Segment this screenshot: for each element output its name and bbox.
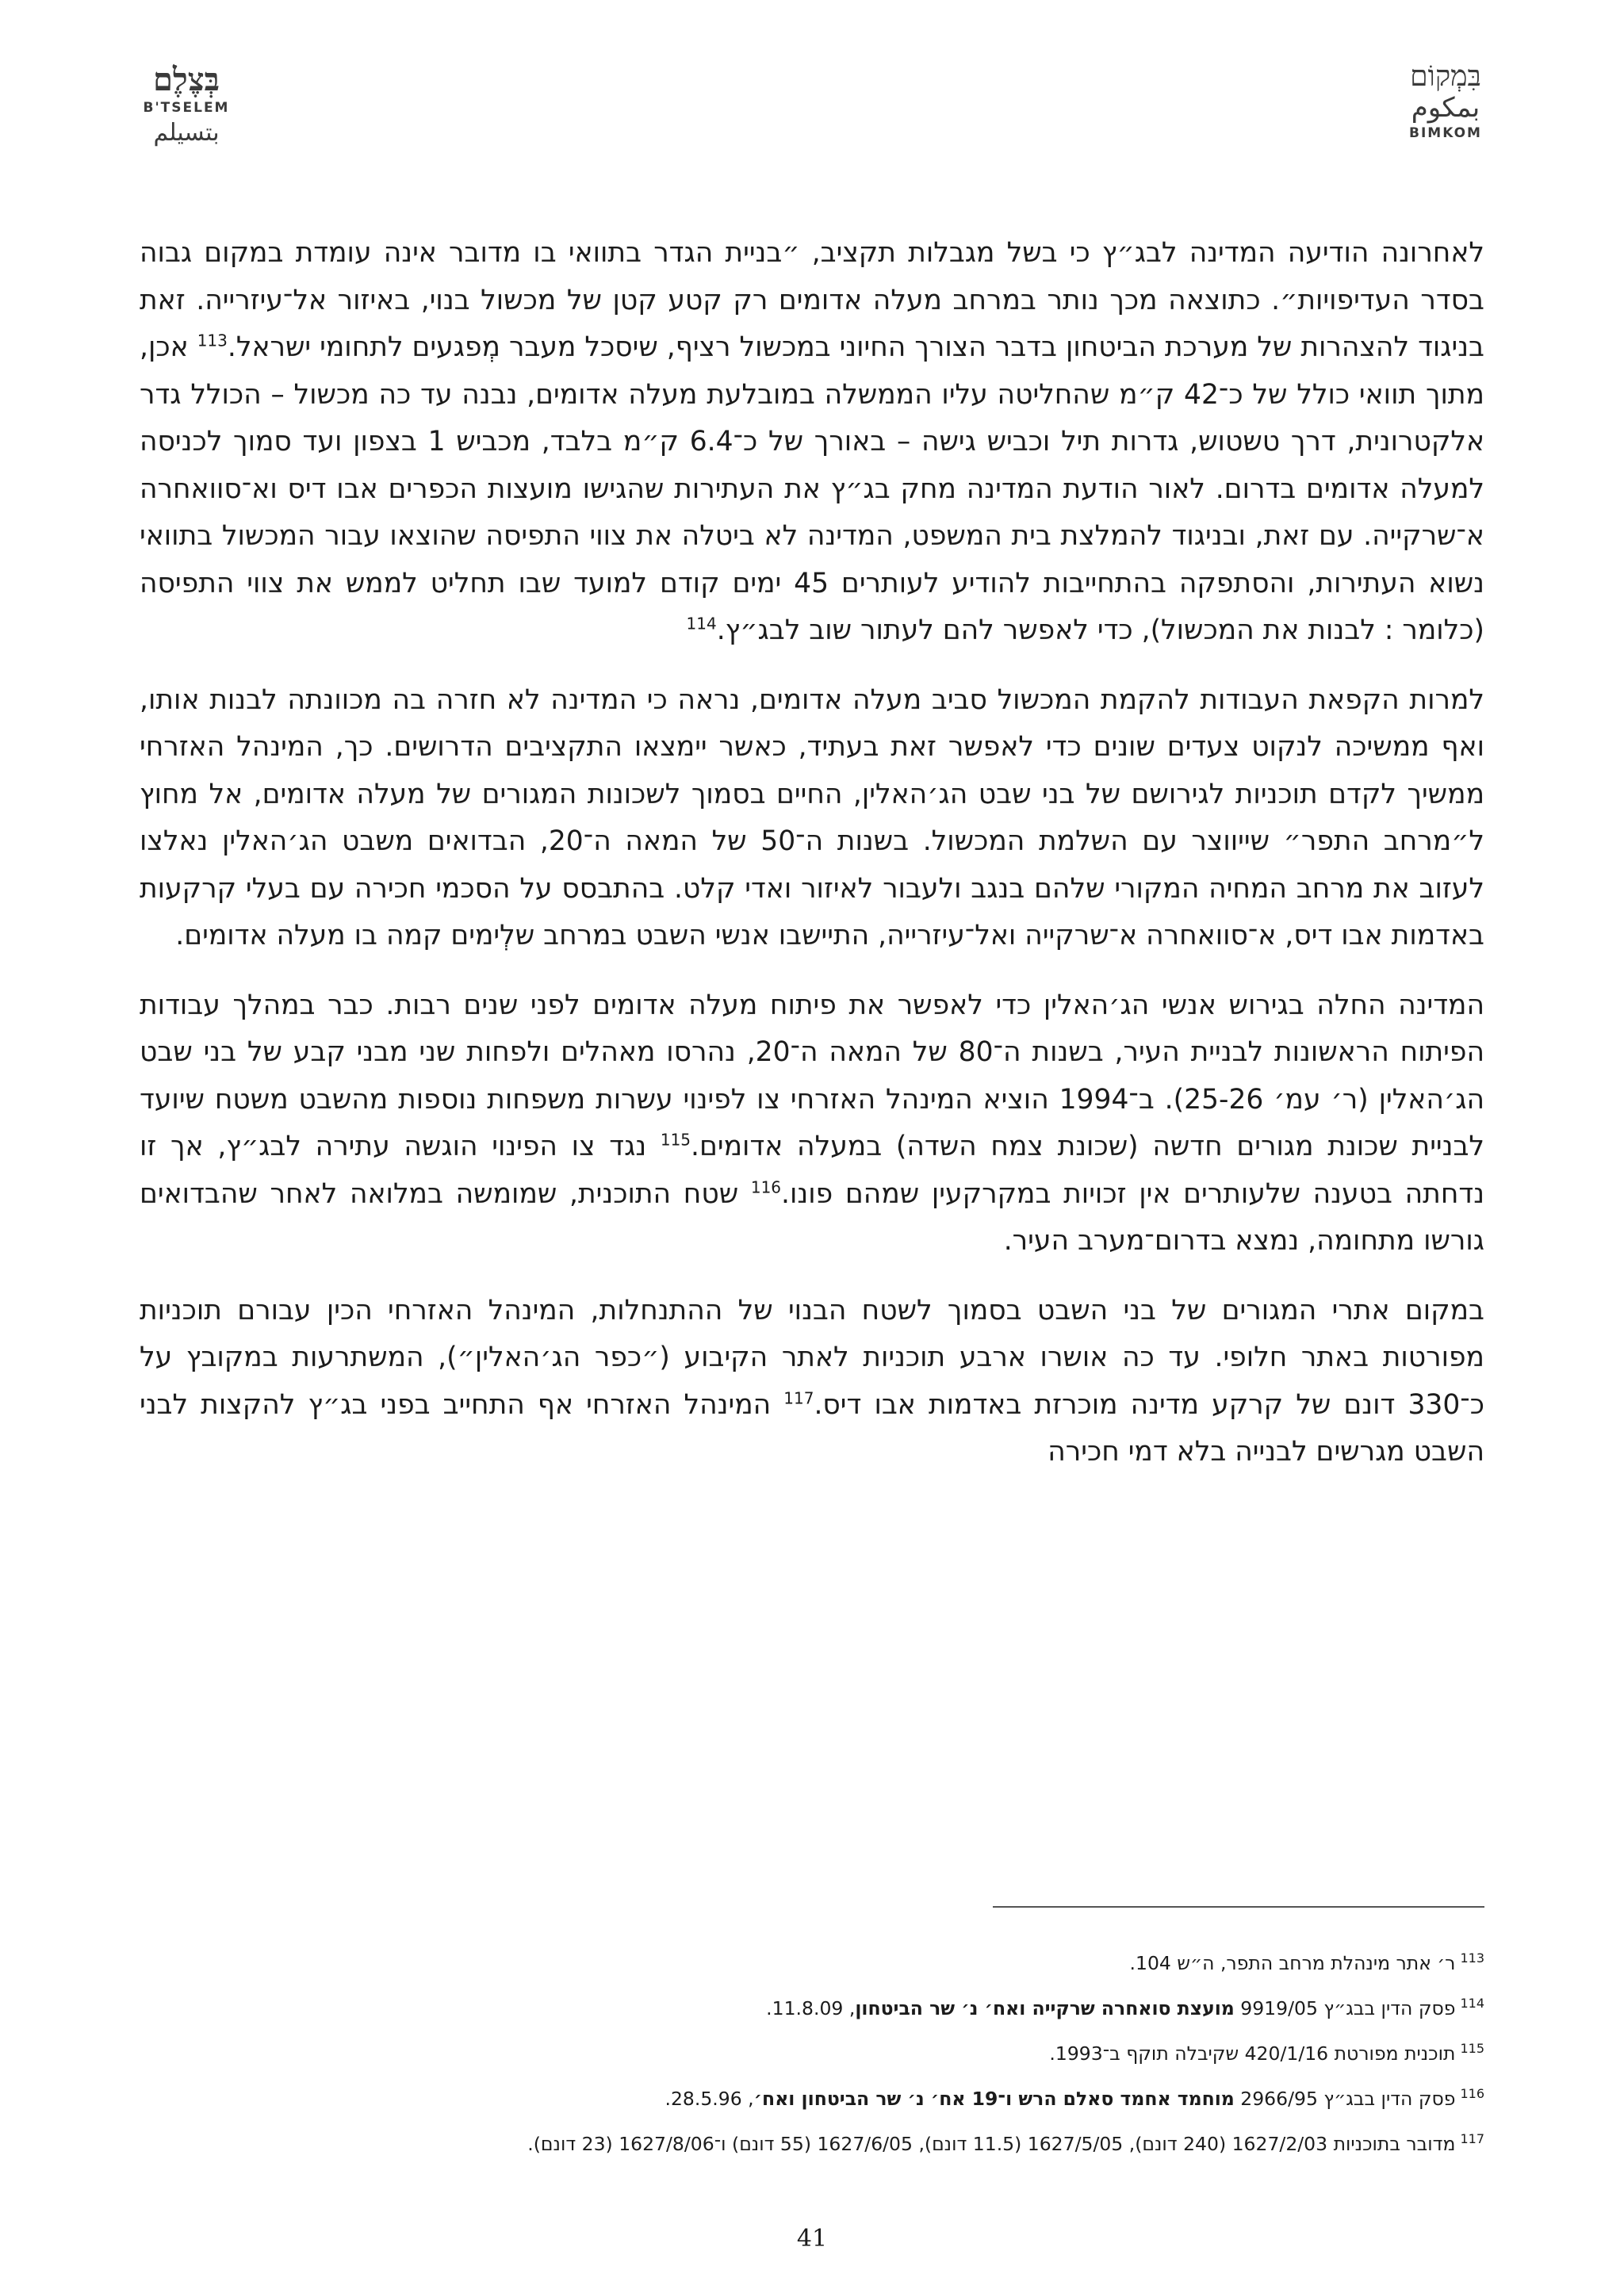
bimkom-logo-latin: BIMKOM: [1409, 125, 1482, 141]
paragraph-3: [140, 982, 1484, 1265]
paragraph-4-text-b: המינהל האזרחי אף התחייב בפני בג״ץ להקצות לבני השבט מגרשים לבנייה בלא דמי חכירה: [140, 1388, 1484, 1468]
paragraph-1-text-b: אכן, מתוך תוואי כולל של כ־42 ק״מ שהחליטה עליו הממשלה במובלעת מעלה אדומים, נבנה עד כה מכשול – הכולל גדר אלקטרונית, דרך טשטוש, גדרות תיל וכביש גישה – באורך של כ־6.4 ק״מ בלבד, מכביש 1 בצפון ועד סמוך לכניסה למעלה אדומים בדרום. לאור הודעת המדינה מחק בג״ץ את העתירות שהגישו מועצות הכפרים אבו דיס וא־סוואחרה א־שרקייה. עם זאת, ובניגוד להמלצת בית המשפט, המדינה לא ביטלה את צווי התפיסה שהוצאו עבור המכשול בתוואי נשוא העתירות, והסתפקה בהתחייבות להודיע לעותרים 45 ימים קודם למועד שבו תחליט לממש את צווי התפיסה (כלומר : לבנות את המכשול), כדי לאפשר להם לעתור שוב לבג״ץ.: [140, 331, 1485, 646]
paragraph-4: [140, 1288, 1484, 1476]
footnote-date: , 11.8.09.: [766, 1997, 856, 2019]
footnote-number: 114: [1460, 1996, 1484, 2012]
paragraph-2: למרות הקפאת העבודות להקמת המכשול סביב מעלה אדומים, נראה כי המדינה לא חזרה בה מכוונתה לבנות אותו, ואף ממשיכה לנקוט צעדים שונים כדי לאפשר זאת בעתיד, כאשר יימצאו התקציבים הדרושים. כך, המינהל האזרחי ממשיך לקדם תוכניות לגירושם של בני שבט הג׳האלין, החיים בסמוך לשכונות המגורים של מעלה אדומים, אל מחוץ ל״מרחב התפר״ שייווצר עם השלמת המכשול. בשנות ה־50 של המאה ה־20, הבדואים משבט הג׳האלין נאלצו לעזוב את מרחב המחיה המקורי שלהם בנגב ולעבור לאיזור ואדי קלט. בהתבסס על הסכמי חכירה עם בעלי קרקעות באדמות אבו דיס, א־סוואחרה א־שרקייה ואל־עיזרייה, התיישבו אנשי השבט במרחב שלְימים קמה בו מעלה אדומים.: [140, 683, 1484, 951]
btselem-logo: [119, 62, 254, 149]
footnote-text: פסק הדין בבג״ץ 2966/95: [1234, 2088, 1456, 2110]
paragraph-1-text-a: לאחרונה הודיעה המדינה לבג״ץ כי בשל מגבלות תקציב, ״בניית הגדר בתוואי בו מדובר אינה עומדת במקום גבוה בסדר העדיפויות״. כתוצאה מכך נותר במרחב מעלה אדומים רק קטע קטן של מכשול בנוי, באיזור אל־עיזרייה. זאת בניגוד להצהרות של מערכת הביטחון בדבר הצורך החיוני במכשול רציף, שיסכל מעבר מְפגעים לתחומי ישראל.: [140, 237, 1484, 363]
footnote-case-name: מועצת סואחרה שרקייה ואח׳ נ׳ שר הביטחון: [855, 1997, 1235, 2019]
bimkom-logo-arabic: بمكوم: [1411, 92, 1480, 124]
footnote-text: תוכנית מפורטת 420/1/16 שקיבלה תוקף ב־1993.: [1049, 2042, 1456, 2065]
footnote-114: [140, 1986, 1484, 2031]
footnote-116: [140, 2077, 1484, 2122]
paragraph-3-text-a: המדינה החלה בגירוש אנשי הג׳האלין כדי לאפשר את פיתוח מעלה אדומים לפני שנים רבות. כבר במהלך עבודות הפיתוח הראשונות לבניית העיר, בשנות ה־80 של המאה ה־20, נהרסו מאהלים ולפחות שני מבני קבע של בני שבט הג׳האלין (ר׳ עמ׳ 25-26). ב־1994 הוציא המינהל האזרחי צו לפינוי עשרות משפחות נוספות מהשבט משטח שיועד לבניית שכונת מגורים חדשה (שכונת צמח השדה) במעלה אדומים.: [140, 989, 1484, 1162]
footnote-divider: [993, 1906, 1484, 1908]
bimkom-logo: [1386, 62, 1505, 143]
footnote-text: פסק הדין בבג״ץ 9919/05: [1234, 1997, 1456, 2019]
footnote-ref-113[interactable]: 113: [197, 331, 228, 350]
btselem-logo-hebrew: בְּצֶלֶם: [153, 61, 220, 98]
footnotes: [140, 1941, 1484, 2167]
btselem-logo-latin: B'TSELEM: [143, 100, 230, 116]
footnote-number: 117: [1460, 2131, 1484, 2147]
paragraph-1: [140, 230, 1484, 655]
footnote-text: מדובר בתוכניות 1627/2/03 (240 דונם), 1627/5/05 (11.5 דונם), 1627/6/05 (55 דונם) ו־1627/8/06 (23 דונם).: [527, 2133, 1456, 2155]
footnote-115: [140, 2031, 1484, 2077]
paragraph-3-text-b: נגד צו הפינוי הוגשה עתירה לבג״ץ, אך זו נדחתה בטענה שלעותרים אין זכויות במקרקעין שמהם פונו.: [140, 1131, 1485, 1210]
footnote-ref-115[interactable]: 115: [660, 1130, 691, 1150]
footnote-ref-117[interactable]: 117: [783, 1388, 814, 1407]
report-body: [140, 230, 1484, 1499]
footnote-number: 113: [1460, 1950, 1484, 1966]
page-number: 41: [796, 2225, 828, 2253]
paragraph-4-text-a: במקום אתרי המגורים של בני השבט בסמוך לשטח הבנוי של ההתנחלות, המינהל האזרחי הכין עבורם תוכניות מפורטות באתר חלופי. עד כה אושרו ארבע תוכניות לאתר הקיבוע (״כפר הג׳האלין״), המשתרעות במקובץ על כ־330 דונם של קרקע מדינה מוכרזת באדמות אבו דיס.: [140, 1294, 1484, 1421]
footnote-case-name: מוחמד אחמד סאלם הרש ו־19 אח׳ נ׳ שר הביטחון ואח׳: [753, 2088, 1235, 2110]
btselem-logo-arabic: بتسيلم: [153, 119, 220, 147]
bimkom-logo-hebrew: בִּמְקוֹם: [1410, 60, 1481, 93]
footnote-ref-114[interactable]: 114: [686, 614, 717, 634]
footnote-ref-116[interactable]: 116: [750, 1177, 782, 1196]
paragraph-3-text-c: שטח התוכנית, שמומשה במלואה לאחר שהבדואים גורשו מתחומה, נמצא בדרום־מערב העיר.: [140, 1177, 1484, 1257]
footnote-117: [140, 2122, 1484, 2167]
footnote-date: , 28.5.96.: [665, 2088, 754, 2110]
footnote-number: 115: [1460, 2041, 1484, 2057]
footnote-text: ר׳ אתר מינהלת מרחב התפר, ה״ש 104.: [1129, 1952, 1456, 1974]
footnote-number: 116: [1460, 2086, 1484, 2102]
footnote-113: [140, 1941, 1484, 1986]
